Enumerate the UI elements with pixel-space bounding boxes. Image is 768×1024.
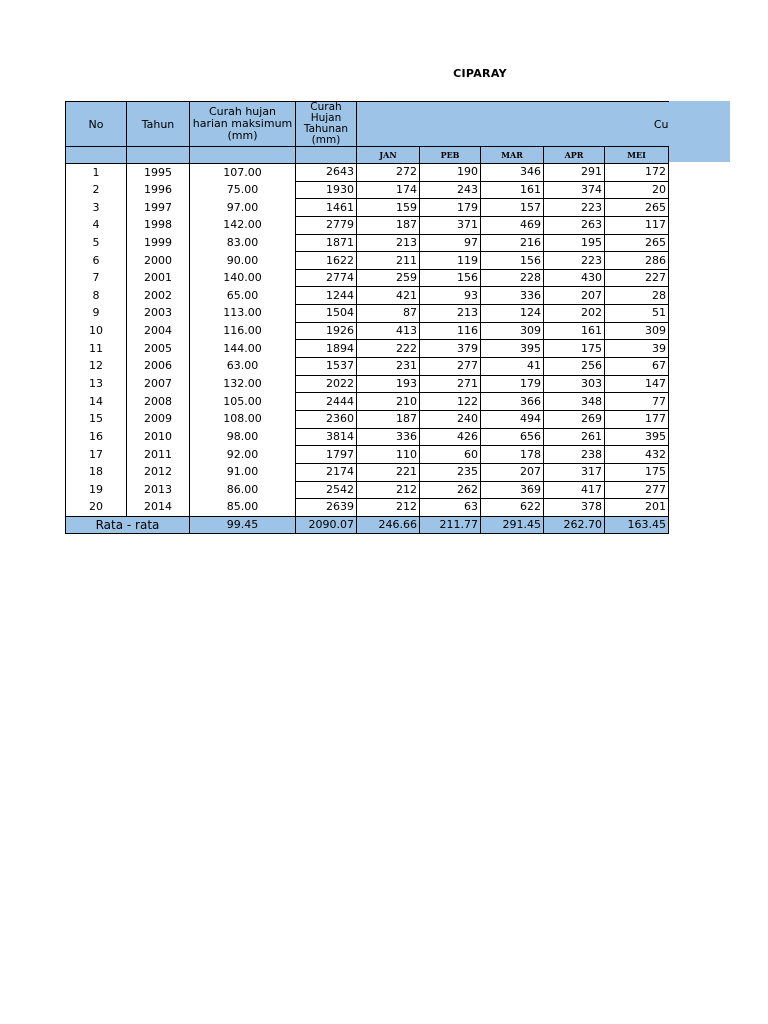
cell-month: 262: [420, 481, 481, 499]
cell-month: 117: [605, 216, 669, 234]
cell-no: 6: [66, 252, 127, 270]
cell-month: 346: [481, 164, 544, 182]
table-row: [66, 252, 669, 270]
table-row: [66, 164, 669, 182]
cell-no: 11: [66, 340, 127, 358]
cell-tahun: 2003: [127, 305, 190, 323]
cell-month: 159: [357, 199, 420, 217]
cell-month: 265: [605, 199, 669, 217]
cell-month: 156: [420, 269, 481, 287]
cell-month: 207: [481, 463, 544, 481]
cell-month: 178: [481, 446, 544, 464]
cell-month: 317: [544, 463, 605, 481]
average-annual: 2090.07: [296, 516, 357, 533]
cell-annual: 1461: [296, 199, 357, 217]
cell-annual: 2022: [296, 375, 357, 393]
cell-no: 14: [66, 393, 127, 411]
cell-tahun: 2012: [127, 463, 190, 481]
cell-month: 207: [544, 287, 605, 305]
cell-month: 187: [357, 410, 420, 428]
cell-max-daily: 144.00: [190, 340, 296, 358]
cell-month: 28: [605, 287, 669, 305]
cell-month: 172: [605, 164, 669, 182]
cell-month: 421: [357, 287, 420, 305]
cell-month: 309: [605, 322, 669, 340]
cell-tahun: 2008: [127, 393, 190, 411]
cell-month: 116: [420, 322, 481, 340]
cell-month: 228: [481, 269, 544, 287]
cell-max-daily: 142.00: [190, 216, 296, 234]
table-row: [66, 410, 669, 428]
table-row: [66, 216, 669, 234]
cell-max-daily: 92.00: [190, 446, 296, 464]
cell-month: 193: [357, 375, 420, 393]
cell-month: 240: [420, 410, 481, 428]
month-header: MAR: [481, 147, 544, 164]
cell-no: 12: [66, 358, 127, 376]
cell-no: 5: [66, 234, 127, 252]
cell-max-daily: 132.00: [190, 375, 296, 393]
cell-month: 432: [605, 446, 669, 464]
cell-month: 259: [357, 269, 420, 287]
table-row: [66, 481, 669, 499]
subheader-empty: [296, 147, 357, 164]
cell-annual: 1504: [296, 305, 357, 323]
cell-month: 110: [357, 446, 420, 464]
cell-tahun: 2001: [127, 269, 190, 287]
cell-month: 430: [544, 269, 605, 287]
cell-max-daily: 91.00: [190, 463, 296, 481]
cell-month: 378: [544, 499, 605, 517]
header-annual: Curah Hujan Tahunan (mm): [296, 102, 357, 147]
cell-tahun: 2006: [127, 358, 190, 376]
cell-month: 60: [420, 446, 481, 464]
cell-month: 51: [605, 305, 669, 323]
average-month: 291.45: [481, 516, 544, 533]
table-row: [66, 393, 669, 411]
cell-annual: 3814: [296, 428, 357, 446]
cell-no: 19: [66, 481, 127, 499]
cell-month: 213: [420, 305, 481, 323]
cell-tahun: 2000: [127, 252, 190, 270]
cell-month: 161: [481, 181, 544, 199]
cell-no: 16: [66, 428, 127, 446]
cell-month: 39: [605, 340, 669, 358]
average-max: 99.45: [190, 516, 296, 533]
cell-max-daily: 97.00: [190, 199, 296, 217]
table-row: [66, 340, 669, 358]
cell-annual: 2360: [296, 410, 357, 428]
cell-month: 41: [481, 358, 544, 376]
cell-month: 77: [605, 393, 669, 411]
cell-month: 175: [544, 340, 605, 358]
cell-no: 18: [66, 463, 127, 481]
subheader-empty: [190, 147, 296, 164]
cell-month: 124: [481, 305, 544, 323]
table-row: [66, 199, 669, 217]
cell-tahun: 2002: [127, 287, 190, 305]
table-row: [66, 305, 669, 323]
cell-month: 417: [544, 481, 605, 499]
cell-month: 93: [420, 287, 481, 305]
cell-tahun: 1996: [127, 181, 190, 199]
cell-month: 122: [420, 393, 481, 411]
cell-month: 210: [357, 393, 420, 411]
cell-month: 243: [420, 181, 481, 199]
cell-no: 17: [66, 446, 127, 464]
month-header: JAN: [357, 147, 420, 164]
average-month: 163.45: [605, 516, 669, 533]
cell-max-daily: 86.00: [190, 481, 296, 499]
cell-month: 190: [420, 164, 481, 182]
cell-month: 87: [357, 305, 420, 323]
cell-month: 271: [420, 375, 481, 393]
cell-tahun: 1998: [127, 216, 190, 234]
cell-no: 9: [66, 305, 127, 323]
cell-month: 177: [605, 410, 669, 428]
cell-no: 13: [66, 375, 127, 393]
cell-month: 227: [605, 269, 669, 287]
cell-month: 201: [605, 499, 669, 517]
cell-month: 223: [544, 199, 605, 217]
cell-annual: 1622: [296, 252, 357, 270]
cell-tahun: 1995: [127, 164, 190, 182]
cell-max-daily: 108.00: [190, 410, 296, 428]
cell-no: 8: [66, 287, 127, 305]
cell-month: 231: [357, 358, 420, 376]
cell-month: 303: [544, 375, 605, 393]
table-row: [66, 181, 669, 199]
table-row: [66, 463, 669, 481]
header-no: No: [66, 102, 127, 147]
cell-month: 277: [605, 481, 669, 499]
average-month: 211.77: [420, 516, 481, 533]
cell-tahun: 2010: [127, 428, 190, 446]
cell-month: 309: [481, 322, 544, 340]
cell-tahun: 2011: [127, 446, 190, 464]
cell-month: 174: [357, 181, 420, 199]
cell-tahun: 2009: [127, 410, 190, 428]
cell-max-daily: 83.00: [190, 234, 296, 252]
average-month: 246.66: [357, 516, 420, 533]
cell-month: 277: [420, 358, 481, 376]
cell-month: 216: [481, 234, 544, 252]
cell-month: 272: [357, 164, 420, 182]
subheader-empty: [127, 147, 190, 164]
cell-month: 336: [357, 428, 420, 446]
cell-tahun: 2005: [127, 340, 190, 358]
cell-tahun: 2007: [127, 375, 190, 393]
cell-month: 469: [481, 216, 544, 234]
cell-month: 366: [481, 393, 544, 411]
cell-month: 238: [544, 446, 605, 464]
cell-month: 211: [357, 252, 420, 270]
header-max-daily: Curah hujan harian maksimum (mm): [190, 102, 296, 147]
cell-no: 3: [66, 199, 127, 217]
cell-max-daily: 90.00: [190, 252, 296, 270]
cell-month: 175: [605, 463, 669, 481]
cell-annual: 2174: [296, 463, 357, 481]
cell-month: 97: [420, 234, 481, 252]
cell-month: 371: [420, 216, 481, 234]
cell-month: 222: [357, 340, 420, 358]
cell-month: 395: [605, 428, 669, 446]
cell-max-daily: 63.00: [190, 358, 296, 376]
cell-month: 263: [544, 216, 605, 234]
sheet-title: CIPARAY: [453, 67, 507, 80]
cell-month: 20: [605, 181, 669, 199]
cell-max-daily: 65.00: [190, 287, 296, 305]
cell-month: 235: [420, 463, 481, 481]
cell-month: 157: [481, 199, 544, 217]
cell-max-daily: 116.00: [190, 322, 296, 340]
header-overflow-strip: [668, 101, 730, 162]
cell-month: 269: [544, 410, 605, 428]
cell-no: 20: [66, 499, 127, 517]
rainfall-table: [65, 101, 669, 534]
cell-month: 156: [481, 252, 544, 270]
cell-month: 119: [420, 252, 481, 270]
month-header: PEB: [420, 147, 481, 164]
table-row: [66, 287, 669, 305]
cell-month: 161: [544, 322, 605, 340]
cell-annual: 1926: [296, 322, 357, 340]
table-row: [66, 499, 669, 517]
table-row: [66, 446, 669, 464]
cell-annual: 2639: [296, 499, 357, 517]
cell-no: 2: [66, 181, 127, 199]
cell-month: 67: [605, 358, 669, 376]
cell-max-daily: 140.00: [190, 269, 296, 287]
cell-month: 494: [481, 410, 544, 428]
cell-month: 286: [605, 252, 669, 270]
month-header: MEI: [605, 147, 669, 164]
table-row: [66, 375, 669, 393]
cell-month: 336: [481, 287, 544, 305]
cell-month: 261: [544, 428, 605, 446]
cell-max-daily: 85.00: [190, 499, 296, 517]
cell-month: 221: [357, 463, 420, 481]
cell-tahun: 2014: [127, 499, 190, 517]
cell-annual: 2542: [296, 481, 357, 499]
cell-month: 622: [481, 499, 544, 517]
cell-month: 426: [420, 428, 481, 446]
cell-annual: 2643: [296, 164, 357, 182]
table-row: [66, 358, 669, 376]
cell-max-daily: 75.00: [190, 181, 296, 199]
header-tahun: Tahun: [127, 102, 190, 147]
cell-month: 374: [544, 181, 605, 199]
cell-month: 202: [544, 305, 605, 323]
subheader-empty: [66, 147, 127, 164]
table-row: [66, 322, 669, 340]
cell-annual: 1797: [296, 446, 357, 464]
cell-tahun: 2004: [127, 322, 190, 340]
cell-tahun: 1997: [127, 199, 190, 217]
cell-month: 656: [481, 428, 544, 446]
cell-month: 147: [605, 375, 669, 393]
average-label: Rata - rata: [66, 516, 190, 533]
cell-max-daily: 107.00: [190, 164, 296, 182]
average-row: [66, 516, 669, 533]
cell-no: 7: [66, 269, 127, 287]
header-monthly-group: Cu: [357, 102, 669, 147]
cell-annual: 1244: [296, 287, 357, 305]
cell-month: 195: [544, 234, 605, 252]
cell-month: 187: [357, 216, 420, 234]
cell-month: 369: [481, 481, 544, 499]
cell-month: 212: [357, 499, 420, 517]
cell-month: 413: [357, 322, 420, 340]
cell-month: 179: [481, 375, 544, 393]
cell-month: 179: [420, 199, 481, 217]
cell-month: 291: [544, 164, 605, 182]
cell-annual: 1537: [296, 358, 357, 376]
cell-month: 395: [481, 340, 544, 358]
cell-month: 223: [544, 252, 605, 270]
month-header: APR: [544, 147, 605, 164]
cell-no: 15: [66, 410, 127, 428]
cell-month: 265: [605, 234, 669, 252]
cell-annual: 1871: [296, 234, 357, 252]
cell-max-daily: 98.00: [190, 428, 296, 446]
cell-month: 63: [420, 499, 481, 517]
cell-annual: 1930: [296, 181, 357, 199]
cell-annual: 2774: [296, 269, 357, 287]
cell-month: 212: [357, 481, 420, 499]
cell-max-daily: 113.00: [190, 305, 296, 323]
cell-no: 10: [66, 322, 127, 340]
cell-month: 348: [544, 393, 605, 411]
cell-month: 213: [357, 234, 420, 252]
cell-tahun: 2013: [127, 481, 190, 499]
cell-month: 379: [420, 340, 481, 358]
average-month: 262.70: [544, 516, 605, 533]
cell-annual: 2444: [296, 393, 357, 411]
cell-month: 256: [544, 358, 605, 376]
cell-annual: 1894: [296, 340, 357, 358]
table-row: [66, 428, 669, 446]
cell-tahun: 1999: [127, 234, 190, 252]
cell-annual: 2779: [296, 216, 357, 234]
cell-max-daily: 105.00: [190, 393, 296, 411]
cell-no: 4: [66, 216, 127, 234]
cell-no: 1: [66, 164, 127, 182]
table-row: [66, 269, 669, 287]
table-row: [66, 234, 669, 252]
